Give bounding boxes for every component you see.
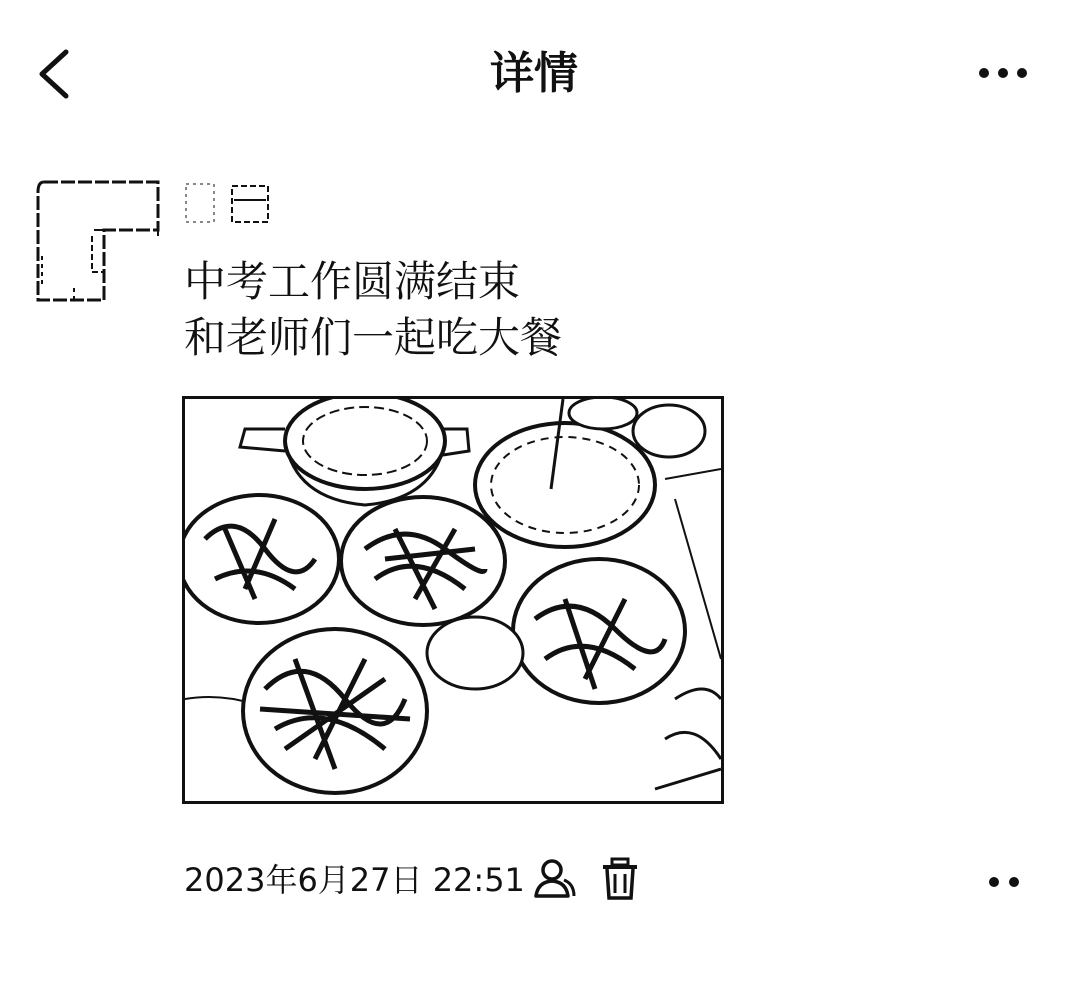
post-text-line: 和老师们一起吃大餐	[184, 313, 563, 362]
author-nickname[interactable]	[184, 178, 276, 226]
food-photo	[185, 399, 721, 801]
delete-button[interactable]	[600, 856, 640, 902]
like-comment-button[interactable]	[980, 864, 1028, 900]
post-text-line: 中考工作圆满结束	[184, 257, 521, 306]
user-icon	[530, 856, 580, 902]
two-dots-icon	[980, 864, 1028, 900]
privacy-button[interactable]	[530, 856, 580, 902]
post-photo[interactable]	[182, 396, 724, 804]
ellipsis-icon	[968, 58, 1038, 88]
avatar[interactable]	[34, 176, 166, 306]
post-timestamp: 2023年6月27日 22:51	[184, 861, 525, 899]
post-content	[184, 254, 884, 366]
page-title: 详情	[490, 48, 578, 99]
top-bar	[0, 0, 1080, 150]
trash-icon	[600, 856, 640, 902]
more-button[interactable]	[968, 58, 1038, 88]
